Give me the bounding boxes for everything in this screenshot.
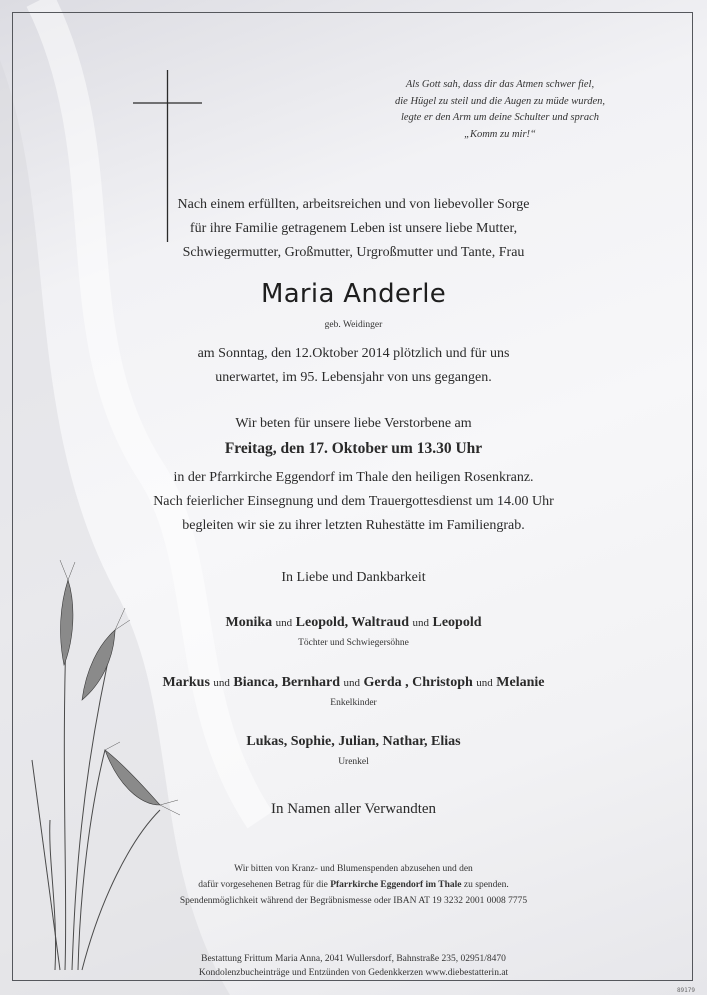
mourner-role: Urenkel xyxy=(338,757,369,767)
intro-line: für ihre Familie getragenem Leben ist unsere liebe Mutter, xyxy=(189,221,518,236)
mourner-name: Markus xyxy=(162,675,210,690)
condolence-line: Kondolenzbucheinträge und Entzünden von Gedenkkerzen www.diebestatterin.at xyxy=(198,968,509,978)
mourner-role: Enkelkinder xyxy=(330,698,377,708)
donation-iban: Spendenmöglichkeit während der Begräbnismesse oder IBAN AT 19 3232 2001 0008 7775 xyxy=(179,896,528,906)
document-id: 89179 xyxy=(676,987,695,994)
closing-line: In Namen aller Verwandten xyxy=(270,801,437,817)
mourner-name: Lukas, Sophie, Julian, Nathar, Elias xyxy=(246,734,461,749)
conjunction: und xyxy=(275,617,293,629)
intro-line: Nach einem erfüllten, arbeitsreichen und von liebevoller Sorge xyxy=(177,197,530,212)
prayer-line: begleiten wir sie zu ihrer letzten Ruhestätte im Familiengrab. xyxy=(182,518,525,533)
conjunction: und xyxy=(412,617,429,629)
conjunction: und xyxy=(476,677,493,689)
mourner-name: Monika xyxy=(225,615,273,630)
poem-line: Als Gott sah, dass dir das Atmen schwer fiel, xyxy=(405,79,595,90)
mourner-name: Gerda , Christoph xyxy=(363,675,473,690)
maiden-name: geb. Weidinger xyxy=(324,320,383,330)
passing-line: am Sonntag, den 12.Oktober 2014 plötzlich und für uns xyxy=(197,346,510,361)
poem-line: legte er den Arm um deine Schulter und sprach xyxy=(400,112,600,123)
mourner-name: Bianca, Bernhard xyxy=(233,675,340,690)
donation-text: dafür vorgesehenen Betrag für die xyxy=(198,880,328,890)
mourner-name: Leopold xyxy=(432,615,482,630)
donation-recipient: Pfarrkirche Eggendorf im Thale xyxy=(330,880,462,890)
prayer-line: Nach feierlicher Einsegnung und dem Trauergottesdienst um 14.00 Uhr xyxy=(153,494,554,509)
mourner-name: Melanie xyxy=(496,675,545,690)
donation-line: Wir bitten von Kranz- und Blumenspenden abzusehen und den xyxy=(234,864,473,874)
prayer-line: in der Pfarrkirche Eggendorf im Thale den heiligen Rosenkranz. xyxy=(173,470,534,485)
poem-line: „Komm zu mir!“ xyxy=(464,128,536,140)
prayer-date: Freitag, den 17. Oktober um 13.30 Uhr xyxy=(224,440,483,457)
donation-text: zu spenden. xyxy=(463,880,509,890)
conjunction: und xyxy=(343,677,360,689)
mourners-heading: In Liebe und Dankbarkeit xyxy=(281,570,426,585)
poem xyxy=(350,77,650,143)
mourner-name: Leopold, Waltraud xyxy=(295,615,409,630)
mourner-role: Töchter und Schwiegersöhne xyxy=(298,638,409,648)
poem-line: die Hügel zu steil und die Augen zu müde wurden, xyxy=(395,95,605,107)
prayer-intro: Wir beten für unsere liebe Verstorbene am xyxy=(235,416,472,431)
undertaker-line: Bestattung Frittum Maria Anna, 2041 Wullersdorf, Bahnstraße 235, 02951/8470 xyxy=(201,954,506,964)
intro-line: Schwiegermutter, Großmutter, Urgroßmutter und Tante, Frau xyxy=(182,245,525,260)
conjunction: und xyxy=(213,677,230,689)
passing-line: unerwartet, im 95. Lebensjahr von uns gegangen. xyxy=(215,370,492,385)
deceased-name: Maria Anderle xyxy=(260,279,447,309)
wheat-icon xyxy=(20,560,190,980)
